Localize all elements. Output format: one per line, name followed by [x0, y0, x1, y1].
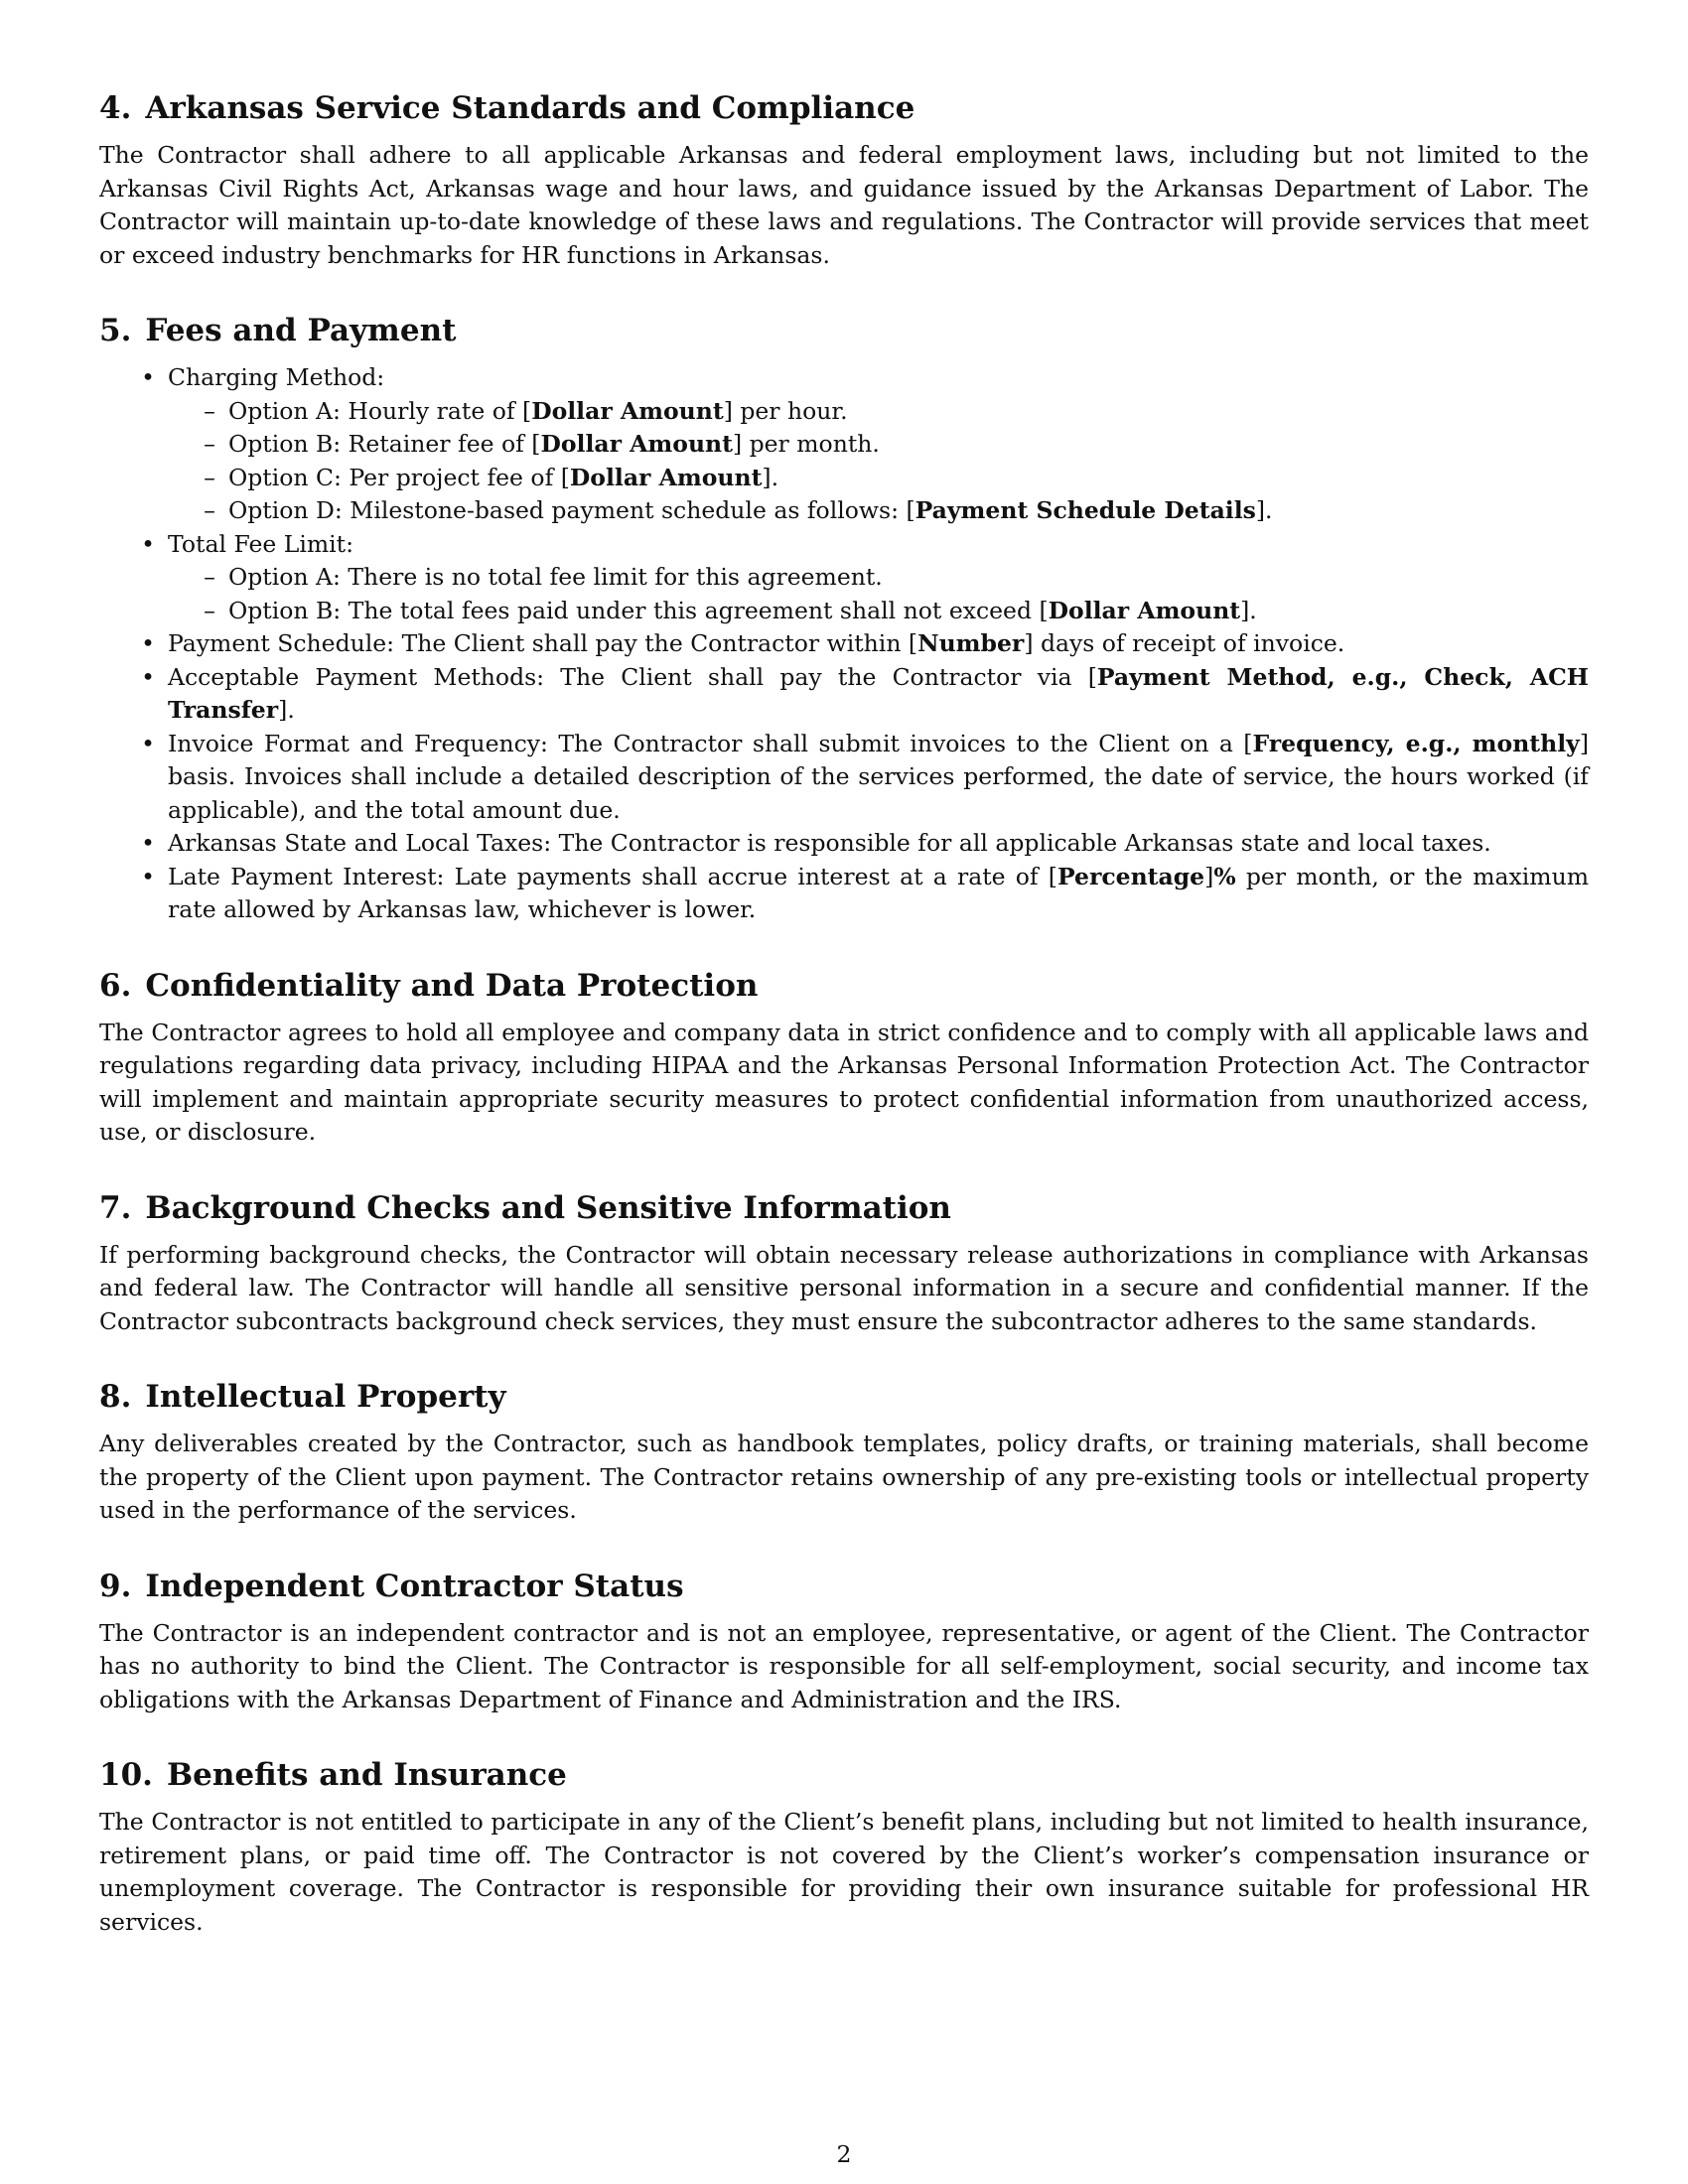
sub-list-item: – Option B: Retainer fee of [Dollar Amount] per month.: [168, 428, 1589, 462]
sub-list-item: – Option A: There is no total fee limit for this agreement.: [168, 561, 1589, 595]
list-item-label: Total Fee Limit:: [168, 529, 354, 558]
bullet-icon: •: [141, 862, 155, 890]
sub-list-item: – Option B: The total fees paid under this agreement shall not exceed [Dollar Amount].: [168, 595, 1589, 628]
section-body: The Contractor shall adhere to all applicable Arkansas and federal employment laws, including but not limited to the Arkansas Civil Rights Act, Arkansas wage and hour laws, and guidance issued by the Arkansas Department of Labor. The Contractor will maintain up-to-date knowledge of these laws and regulations. The Contractor will provide services that meet or exceed industry benchmarks for HR functions in Arkansas.: [99, 141, 1589, 269]
section-heading: [99, 312, 1589, 349]
section-body: The Contractor agrees to hold all employee and company data in strict confidence and to comply with all applicable laws and regulations regarding data privacy, including HIPAA and the Arkansas Personal Information Protection Act. The Contractor will implement and maintain appropriate security measures to protect confidential information from unauthorized access, use, or disclosure.: [99, 1018, 1589, 1146]
section-body: If performing background checks, the Contractor will obtain necessary release authorizations in compliance with Arkansas and federal law. The Contractor will handle all sensitive personal information in a secure and confidential manner. If the Contractor subcontracts background check services, they must ensure the subcontractor adheres to the same standards.: [99, 1240, 1589, 1335]
section-number: 8.: [99, 1379, 132, 1415]
section-heading: [99, 1378, 1589, 1416]
dash-icon: –: [204, 396, 215, 425]
section-body: The Contractor is not entitled to participate in any of the Client’s benefit plans, including but not limited to health insurance, retirement plans, or paid time off. The Contractor is not covered by the Client’s worker’s compensation insurance or unemployment coverage. The Contractor is responsible for providing their own insurance suitable for professional HR services.: [99, 1808, 1589, 1936]
bullet-icon: •: [141, 829, 155, 857]
section-number: 9.: [99, 1568, 132, 1604]
section-number: 10.: [99, 1757, 153, 1793]
section-title: Independent Contractor Status: [145, 1568, 684, 1604]
list-item-charging-method: [99, 361, 1589, 528]
list-item-late-payment: • Late Payment Interest: Late payments shall accrue interest at a rate of [Percentage]% per month, or the maximum rate allowed by Arkansas law, whichever is lower.: [99, 861, 1589, 927]
section-title: Background Checks and Sensitive Information: [145, 1189, 951, 1226]
section-title: Arkansas Service Standards and Compliance: [145, 90, 915, 126]
section-9: [99, 1568, 1589, 1717]
dash-icon: –: [204, 496, 215, 524]
section-body: Any deliverables created by the Contractor, such as handbook templates, policy drafts, or training materials, shall become the property of the Client upon payment. The Contractor retains ownership of any pre-existing tools or intellectual property used in the performance of the services.: [99, 1430, 1589, 1524]
list-item-invoice-format: • Invoice Format and Frequency: The Contractor shall submit invoices to the Client on a [Frequency, e.g., monthly] basis. Invoices shall include a detailed description of the services performed, the date of service, the hours worked (if applicable), and the total amount due.: [99, 728, 1589, 828]
section-6: [99, 967, 1589, 1150]
section-8: [99, 1378, 1589, 1528]
section-number: 7.: [99, 1189, 132, 1226]
list-item-total-fee-limit: [99, 528, 1589, 628]
sub-list-item: – Option A: Hourly rate of [Dollar Amount] per hour.: [168, 395, 1589, 429]
section-heading: [99, 967, 1589, 1005]
dash-icon: –: [204, 596, 215, 624]
section-title: Intellectual Property: [145, 1379, 506, 1415]
charging-options: [168, 395, 1589, 528]
section-number: 4.: [99, 90, 132, 126]
sub-list-item: – Option D: Milestone-based payment schedule as follows: [Payment Schedule Details].: [168, 494, 1589, 528]
section-heading: [99, 89, 1589, 127]
document-page: [99, 89, 1589, 1939]
list-item-payment-schedule: • Payment Schedule: The Client shall pay the Contractor within [Number] days of receipt of invoice.: [99, 627, 1589, 661]
section-10: [99, 1756, 1589, 1939]
list-item-label: Charging Method:: [168, 363, 385, 391]
dash-icon: –: [204, 563, 215, 591]
section-5: [99, 312, 1589, 927]
section-number: 6.: [99, 967, 132, 1004]
bullet-icon: •: [141, 729, 155, 757]
section-title: Confidentiality and Data Protection: [145, 967, 759, 1004]
bullet-icon: •: [141, 662, 155, 691]
dash-icon: –: [204, 463, 215, 491]
page-number: 2: [836, 2140, 852, 2168]
bullet-icon: •: [141, 363, 155, 391]
section-number: 5.: [99, 313, 132, 348]
list-item-payment-methods: • Acceptable Payment Methods: The Client shall pay the Contractor via [Payment Method, e.g., Check, ACH Transfer].: [99, 661, 1589, 728]
bullet-icon: •: [141, 529, 155, 558]
fee-limit-options: [168, 561, 1589, 627]
section-7: [99, 1189, 1589, 1339]
dash-icon: –: [204, 430, 215, 458]
section-4: [99, 89, 1589, 272]
fees-list: [99, 361, 1589, 927]
list-item-taxes: • Arkansas State and Local Taxes: The Contractor is responsible for all applicable Arkansas state and local taxes.: [99, 827, 1589, 861]
sub-list-item: – Option C: Per project fee of [Dollar Amount].: [168, 462, 1589, 495]
section-heading: [99, 1756, 1589, 1794]
section-title: Benefits and Insurance: [166, 1757, 567, 1793]
bullet-icon: •: [141, 629, 155, 657]
section-heading: [99, 1189, 1589, 1227]
section-heading: [99, 1568, 1589, 1605]
section-title: Fees and Payment: [145, 313, 457, 348]
section-body: The Contractor is an independent contractor and is not an employee, representative, or agent of the Client. The Contractor has no authority to bind the Client. The Contractor is responsible for all self-employment, social security, and income tax obligations with the Arkansas Department of Finance and Administration and the IRS.: [99, 1618, 1589, 1713]
